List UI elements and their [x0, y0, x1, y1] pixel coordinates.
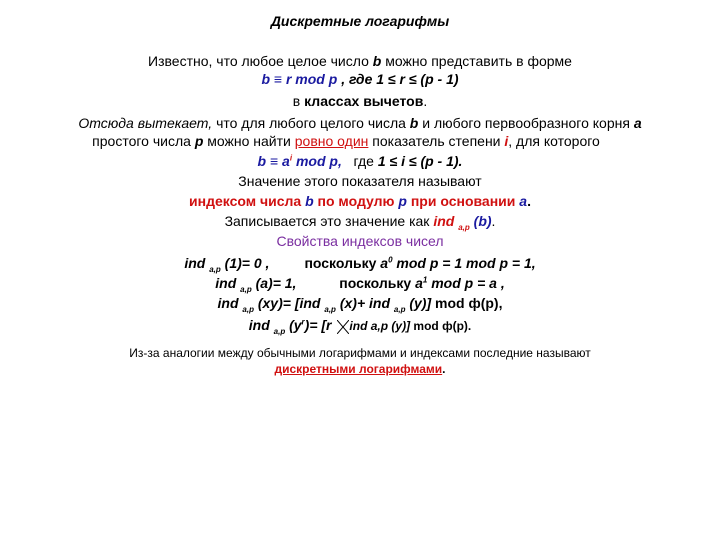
property-4-part3: ind a,p (y)] [349, 319, 414, 333]
property-2 [0, 274, 720, 292]
consequence-line [0, 114, 720, 132]
formula-index-cond: 1 ≤ i ≤ (p - 1). [377, 153, 463, 169]
property-2-exp: 1 [422, 275, 428, 285]
index-definition [0, 192, 720, 210]
ind-subscript: a,p [324, 304, 336, 314]
prime-text-3: показатель степени [368, 133, 505, 149]
multiply-cross-icon [337, 320, 347, 332]
ind-symbol: ind [248, 317, 270, 333]
formula-index-where: где [353, 153, 378, 169]
formula-residue-cond: , где 1 ≤ r ≤ (p - 1) [337, 71, 459, 87]
property-2-rhs: mod p = a , [427, 275, 505, 291]
property-1-exp: 0 [388, 255, 393, 265]
footer-dot: . [442, 362, 446, 376]
formula-index-mod: mod p, [292, 153, 342, 169]
property-1-a: a [380, 255, 389, 271]
ind-subscript: a,p [393, 304, 406, 314]
formula-residue [0, 70, 720, 88]
properties-heading: Свойства индексов чисел [276, 233, 444, 249]
property-3-part3: (y)] [405, 295, 436, 311]
var-a: a [633, 115, 642, 131]
var-b: b [372, 53, 382, 69]
notation-line [0, 212, 720, 230]
ind-subscript: a,p [242, 304, 254, 314]
consequence-text: что для любого целого числа [212, 115, 410, 131]
property-2-lhs: (a)= 1, [251, 275, 297, 291]
var-i: i [504, 133, 509, 149]
var-b: b [305, 193, 314, 209]
prime-text-4: , для которого [508, 133, 600, 149]
ind-symbol: ind [217, 295, 239, 311]
property-4-exp: r [301, 317, 305, 327]
ind-subscript: a,p [458, 222, 470, 232]
property-4 [0, 316, 720, 335]
consequence-text-2: и любого первообразного корня [418, 115, 634, 131]
page-title: Дискретные логарифмы [270, 13, 450, 29]
property-3-part1: (xy)= [ind [253, 295, 325, 311]
formula-index-main: b ≡ a [257, 153, 290, 169]
property-3-part2: (x)+ ind [335, 295, 394, 311]
property-4-part2: )= [r [304, 317, 336, 333]
property-2-a: a [415, 275, 423, 291]
index-def-dot: . [527, 193, 531, 209]
index-def-1: индексом числа [189, 193, 306, 209]
ind-symbol: ind [184, 255, 206, 271]
footer-term [0, 360, 720, 378]
property-3 [0, 294, 720, 312]
property-3-mod: mod ф(p), [435, 295, 503, 311]
exactly-one-link: ровно один [294, 133, 369, 149]
ind-symbol: ind [215, 275, 237, 291]
residue-dot: . [423, 93, 428, 109]
ind-subscript: a,p [273, 326, 286, 336]
intro-line [0, 52, 720, 70]
prime-text: простого числа [92, 133, 195, 149]
notation-dot: . [491, 213, 496, 229]
ind-symbol: ind [433, 213, 455, 229]
consequence-lead: Отсюда вытекает, [78, 115, 213, 131]
index-def-3: при основании [406, 193, 520, 209]
var-b: b [409, 115, 419, 131]
intro-text-end: можно представить в форме [381, 53, 572, 69]
notation-arg: (b) [469, 213, 492, 229]
prime-line [0, 132, 706, 150]
residue-classes: классах вычетов [304, 93, 424, 109]
residue-classes-line [0, 92, 720, 110]
prime-text-2: можно найти [203, 133, 295, 149]
notation-text: Записывается это значение как [224, 213, 434, 229]
var-a: a [519, 193, 528, 209]
property-4-part1: (y [285, 317, 302, 333]
formula-residue-main: b ≡ r mod p [261, 71, 338, 87]
formula-index: $b \equiv a^i$ mod p, где 1 ≤ i ≤ (p - 1). [257, 153, 463, 169]
property-1 [0, 254, 720, 272]
residue-prefix: в [292, 93, 305, 109]
ind-subscript: a,p [240, 284, 252, 294]
property-4-mod: mod ф(p). [413, 319, 472, 333]
property-1-lhs: (1)= 0 , [220, 255, 270, 271]
intro-text: Известно, что любое целое число [148, 53, 373, 69]
property-1-rhs: mod p = 1 mod p = 1, [392, 255, 536, 271]
property-1-since: поскольку [304, 255, 381, 271]
var-p: p [398, 193, 407, 209]
naming-line: Значение этого показателя называют [238, 173, 482, 189]
discrete-logarithms-link: дискретными логарифмами [274, 362, 443, 376]
ind-subscript: a,p [209, 264, 221, 274]
var-p: p [194, 133, 204, 149]
property-2-since: поскольку [339, 275, 416, 291]
footer-line: Из-за аналогии между обычными логарифмами и индексами последние называют [129, 346, 591, 360]
index-def-2: по модулю [313, 193, 399, 209]
